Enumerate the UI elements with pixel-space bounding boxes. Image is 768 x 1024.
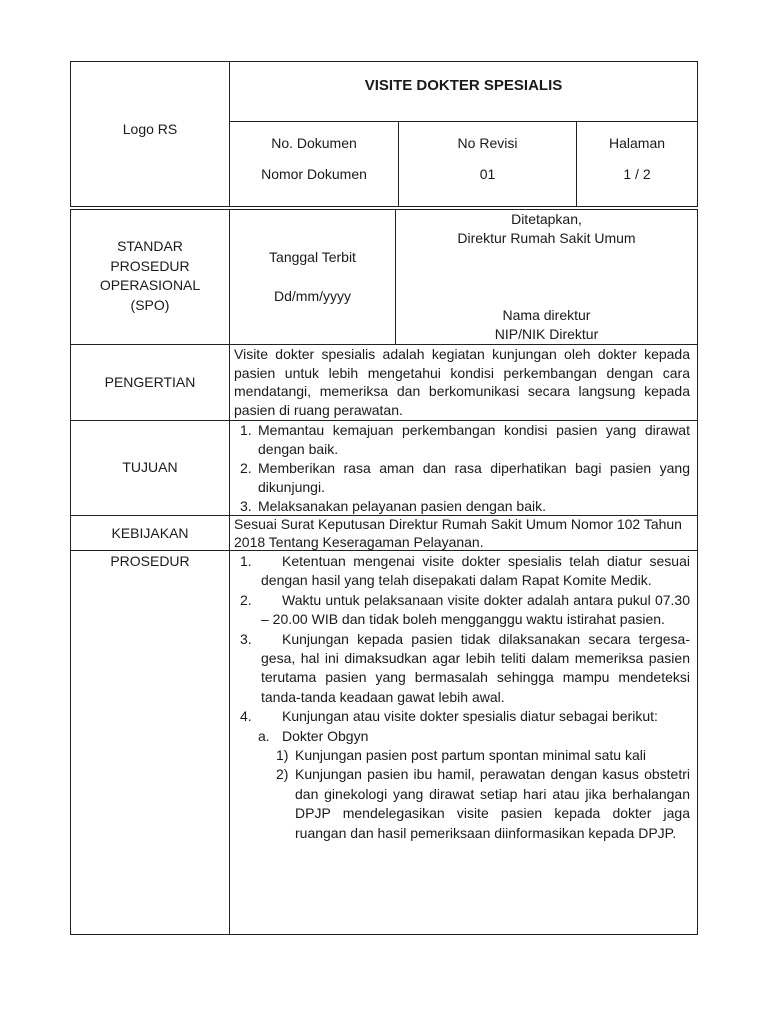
table-border [70, 61, 698, 62]
spo-label [71, 237, 229, 315]
table-border [70, 934, 698, 935]
page-value: 1 / 2 [623, 166, 651, 182]
list-item-text: Ketentuan mengenai visite dokter spesialis telah diatur sesuai dengan hasil yang telah disepakati dalam Rapat Komite Medik. [261, 553, 690, 589]
sub-sub-list-item [240, 746, 690, 765]
list-item [240, 552, 690, 591]
list-number: 2. [240, 591, 252, 608]
list-number: 2) [276, 766, 289, 783]
page-label: Halaman [608, 135, 666, 151]
list-item-text: Memantau kemajuan perkembangan kondisi pasien yang dirawat dengan baik. [258, 422, 690, 457]
list-letter: a. [258, 727, 270, 744]
table-border [697, 209, 698, 935]
list-item-text: Waktu untuk pelaksanaan visite dokter adalah antara pukul 07.30 – 20.00 WIB dan tidak boleh mengganggu waktu istirahat pasien. [261, 591, 690, 628]
prosedur-list [240, 552, 690, 843]
list-item-text: Melaksanakan pelayanan pasien dengan baik. [258, 498, 546, 514]
pengertian-text: Visite dokter spesialis adalah kegiatan kunjungan oleh dokter kepada pasien untuk lebih mengetahui kondisi perkembangan dengan cara mendatangi, memeriksa dan berkomunikasi secara langsung kepada pasien di ruang perawatan. [234, 346, 690, 418]
list-number: 3. [240, 498, 252, 514]
sub-list-item [240, 727, 690, 746]
director-id: NIP/NIK Direktur [494, 326, 599, 342]
sub-list-item-text: Dokter Obgyn [282, 727, 369, 744]
list-item [240, 630, 690, 708]
list-item-text: Kunjungan kepada pasien tidak dilaksanakan secara tergesa-gesa, hal ini dimaksudkan agar lebih teliti dalam memeriksa pasien terutama pasien yang bermasalah sehingga mampu mendeteksi tanda-tanda keadaan gawat lebih awal. [261, 630, 690, 705]
table-border [229, 209, 230, 935]
list-item-text: Memberikan rasa aman dan rasa diperhatikan bagi pasien yang dikunjungi. [258, 460, 690, 495]
table-border [229, 121, 698, 122]
table-border [70, 209, 71, 935]
doc-number-label: No. Dokumen [271, 135, 357, 151]
list-item [240, 591, 690, 630]
spo-label-line: (SPO) [130, 296, 170, 313]
list-item [240, 421, 690, 459]
spo-label-line: PROSEDUR [110, 257, 190, 274]
revision-value: 01 [479, 166, 496, 182]
spo-label-line: STANDAR [117, 238, 183, 254]
table-border [697, 61, 698, 207]
list-number: 3. [240, 630, 252, 647]
issue-date-label: Tanggal Terbit [269, 249, 356, 265]
prosedur-label: PROSEDUR [110, 553, 190, 569]
sub-sub-list-item-text: Kunjungan pasien post partum spontan minimal satu kali [295, 747, 646, 764]
list-item [240, 707, 690, 726]
doc-number-value: Nomor Dokumen [261, 166, 367, 182]
sub-sub-list-item-text: Kunjungan pasien ibu hamil, perawatan dengan kasus obstetri dan ginekologi yang dirawat setiap hari atau jika berhalangan DPJP mendelegasikan visite pasien kepada dokter jaga ruangan dan hasil pemeriksaan diinformasikan kepada DPJP. [295, 766, 690, 841]
spo-label-line: OPERASIONAL [99, 277, 201, 293]
sub-sub-list-item [240, 765, 690, 843]
kebijakan-label: KEBIJAKAN [111, 525, 189, 541]
document-title: VISITE DOKTER SPESIALIS [364, 77, 563, 94]
approval-title: Direktur Rumah Sakit Umum [457, 230, 636, 246]
list-number: 2. [240, 460, 252, 476]
pengertian-label: PENGERTIAN [104, 374, 196, 390]
list-number: 1. [240, 422, 252, 438]
list-number: 4. [240, 708, 252, 725]
list-item-text: Kunjungan atau visite dokter spesialis diatur sebagai berikut: [282, 708, 658, 725]
list-number: 1. [240, 553, 252, 569]
tujuan-label: TUJUAN [122, 459, 178, 475]
tujuan-list [240, 421, 690, 516]
director-name: Nama direktur [502, 307, 591, 323]
kebijakan-text: Sesuai Surat Keputusan Direktur Rumah Sakit Umum Nomor 102 Tahun 2018 Tentang Keseragaman Pelayanan. [234, 516, 682, 550]
list-item [240, 497, 690, 516]
list-item [240, 459, 690, 497]
revision-label: No Revisi [457, 135, 518, 151]
hospital-logo-placeholder: Logo RS [122, 121, 178, 137]
issue-date-value: Dd/mm/yyyy [274, 288, 351, 304]
list-number: 1) [276, 747, 289, 764]
table-border [70, 206, 698, 207]
approval-line: Ditetapkan, [511, 211, 582, 227]
